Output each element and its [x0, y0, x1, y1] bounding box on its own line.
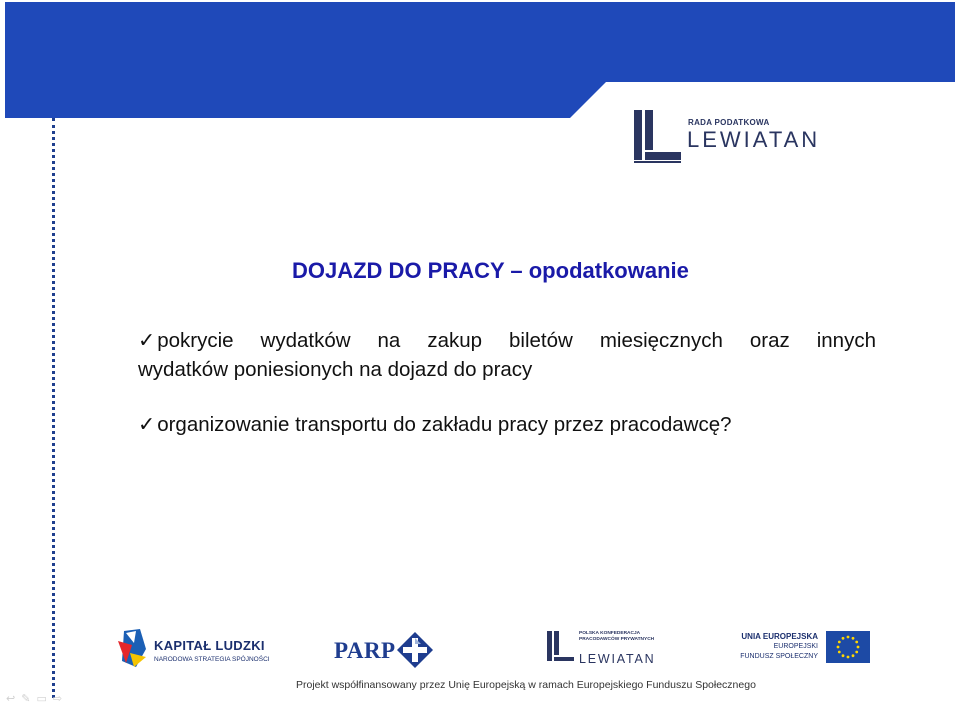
- bullet-first-word: ✓pokrycie: [138, 326, 234, 355]
- lewiatan-mark-icon: [632, 108, 684, 164]
- bullet-line: [138, 326, 876, 355]
- parp-diamond-icon: [397, 632, 433, 668]
- kapital-ludzki-name: KAPITAŁ LUDZKI: [154, 638, 265, 653]
- lewiatan-mark-icon: [546, 630, 576, 664]
- logo-subtitle: RADA PODATKOWA: [688, 118, 770, 127]
- footer-logos: [0, 620, 960, 716]
- lewiatan-logo: [632, 106, 821, 166]
- bullet-word: innych: [816, 329, 876, 352]
- next-icon[interactable]: ⇨: [52, 693, 69, 705]
- eu-logo: [740, 631, 874, 673]
- bullet-item: [138, 326, 878, 384]
- eu-flag-icon: [826, 631, 870, 663]
- bullet-word: na: [377, 329, 401, 352]
- parp-logo: [334, 630, 434, 670]
- lewiatan-footer-name: LEWIATAN: [579, 652, 656, 666]
- slide-nav: [6, 692, 68, 705]
- dotted-divider: [52, 118, 55, 698]
- check-icon: ✓: [138, 413, 156, 436]
- lewiatan-footer-subtitle: POLSKA KONFEDERACJA PRACODAWCÓW PRYWATNYCH: [579, 631, 655, 642]
- parp-name: PARP: [334, 638, 396, 663]
- check-icon: ✓: [138, 329, 156, 352]
- lewiatan-footer-logo: [546, 630, 656, 666]
- bullet-word: oraz: [749, 329, 790, 352]
- bullet-text: organizowanie transportu do zakładu pracy przez pracodawcę?: [157, 413, 732, 436]
- kapital-ludzki-subtitle: NARODOWA STRATEGIA SPÓJNOŚCI: [154, 656, 270, 663]
- kapital-ludzki-icon: [116, 627, 152, 671]
- bullet-word: biletów: [509, 329, 573, 352]
- pen-icon[interactable]: ✎: [21, 693, 37, 705]
- bullet-line-2: wydatków poniesionych na dojazd do pracy: [138, 358, 533, 381]
- project-caption: Projekt współfinansowany przez Unię Europejską w ramach Europejskiego Funduszu Społecznego: [296, 679, 756, 691]
- kapital-ludzki-logo: [116, 627, 270, 673]
- bullet-word: zakup: [427, 329, 483, 352]
- eu-text: UNIA EUROPEJSKA EUROPEJSKI FUNDUSZ SPOŁECZNY: [740, 632, 818, 660]
- bullet-word: miesięcznych: [599, 329, 723, 352]
- menu-icon[interactable]: ▭: [36, 693, 53, 705]
- bullet-item: [138, 410, 878, 439]
- logo-name: LEWIATAN: [687, 127, 821, 152]
- prev-icon[interactable]: ↩: [6, 693, 22, 705]
- slide-title: DOJAZD DO PRACY – opodatkowanie: [292, 258, 689, 283]
- header-banner: [0, 0, 960, 118]
- bullet-word: wydatków: [260, 329, 351, 352]
